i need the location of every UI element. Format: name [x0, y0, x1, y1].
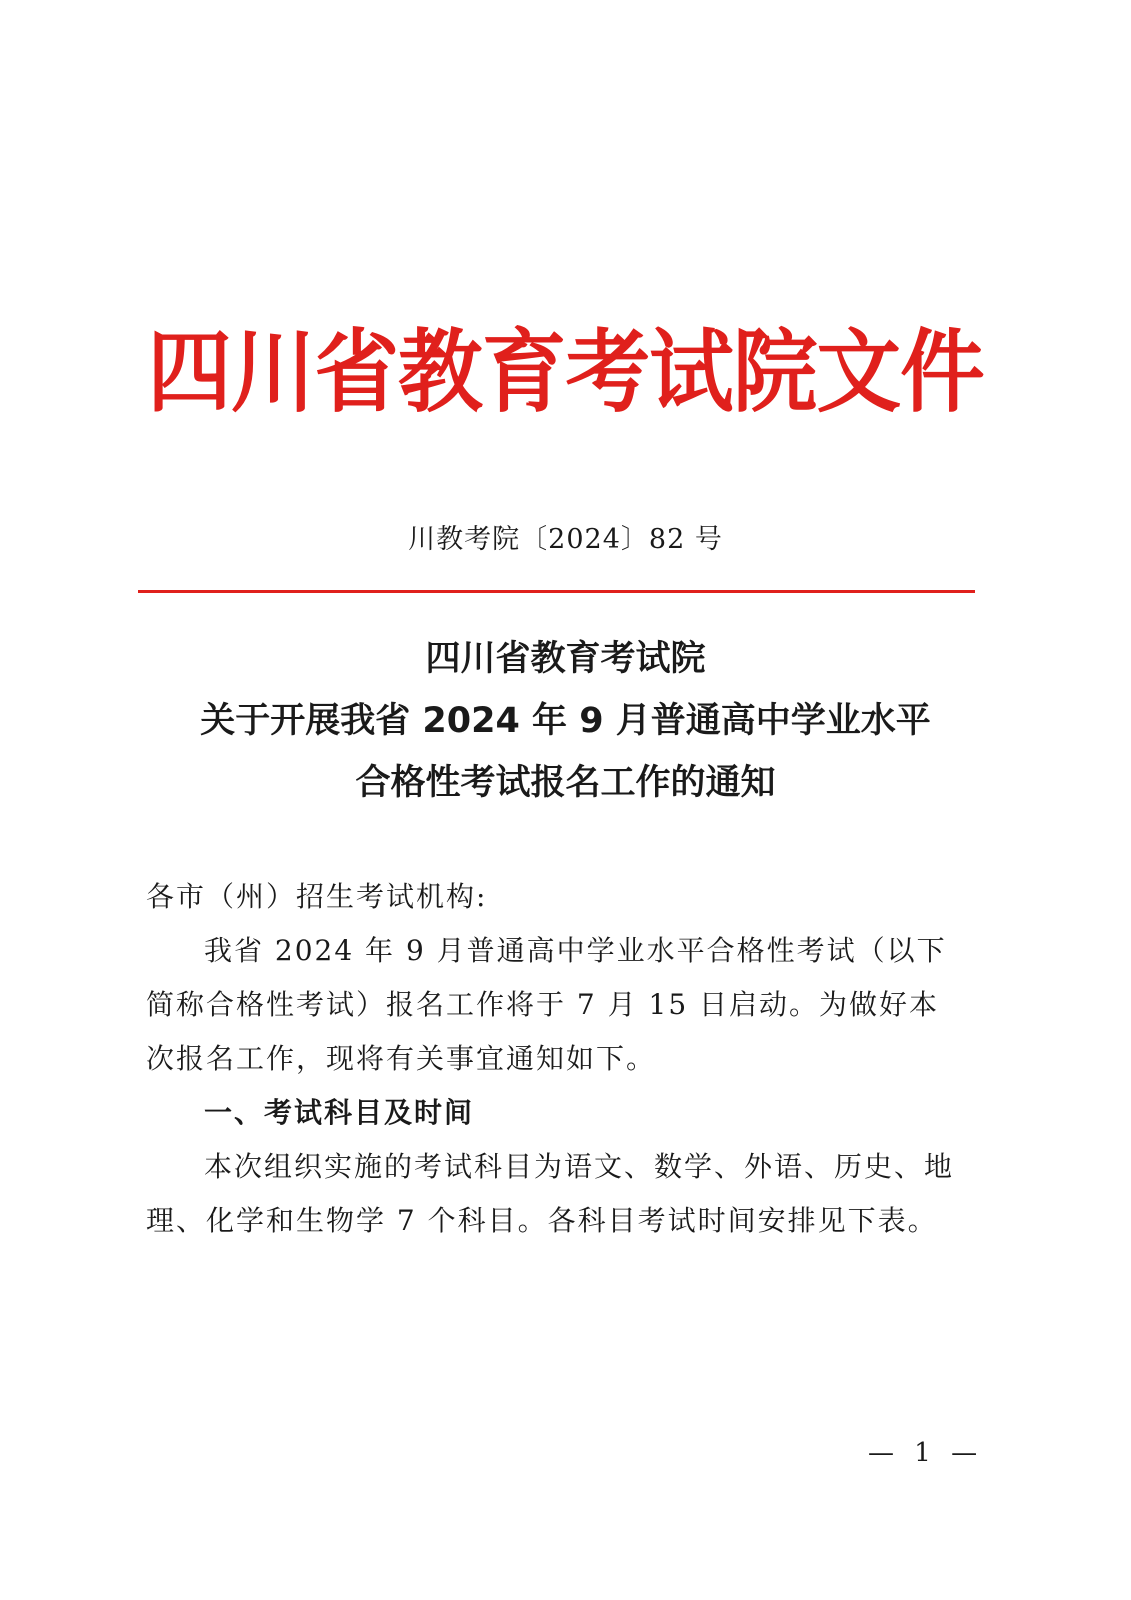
notice-title-line-3: 合格性考试报名工作的通知 [355, 763, 776, 803]
page-number: — 1 — [868, 1438, 984, 1468]
paragraph-subjects: 本次组织实施的考试科目为语文、数学、外语、历史、地理、化学和生物学 7 个科目。各科目考试时间安排见下表。 [146, 1150, 955, 1237]
red-divider-line [138, 590, 975, 593]
section-heading-1: 一、考试科目及时间 [204, 1096, 475, 1129]
issuer-header: 四川省教育考试院文件 [147, 320, 984, 425]
paragraph-intro: 我省 2024 年 9 月普通高中学业水平合格性考试（以下简称合格性考试）报名工作将于 7 月 15 日启动。为做好本次报名工作，现将有关事宜通知如下。 [146, 934, 947, 1075]
notice-title [0, 628, 1131, 814]
notice-title-line-2: 关于开展我省 2024 年 9 月普通高中学业水平 [200, 701, 931, 741]
document-number: 川教考院〔2024〕82 号 [408, 524, 723, 555]
notice-title-line-1: 四川省教育考试院 [425, 639, 706, 679]
notice-body [146, 870, 966, 1248]
salutation: 各市（州）招生考试机构: [146, 880, 488, 913]
